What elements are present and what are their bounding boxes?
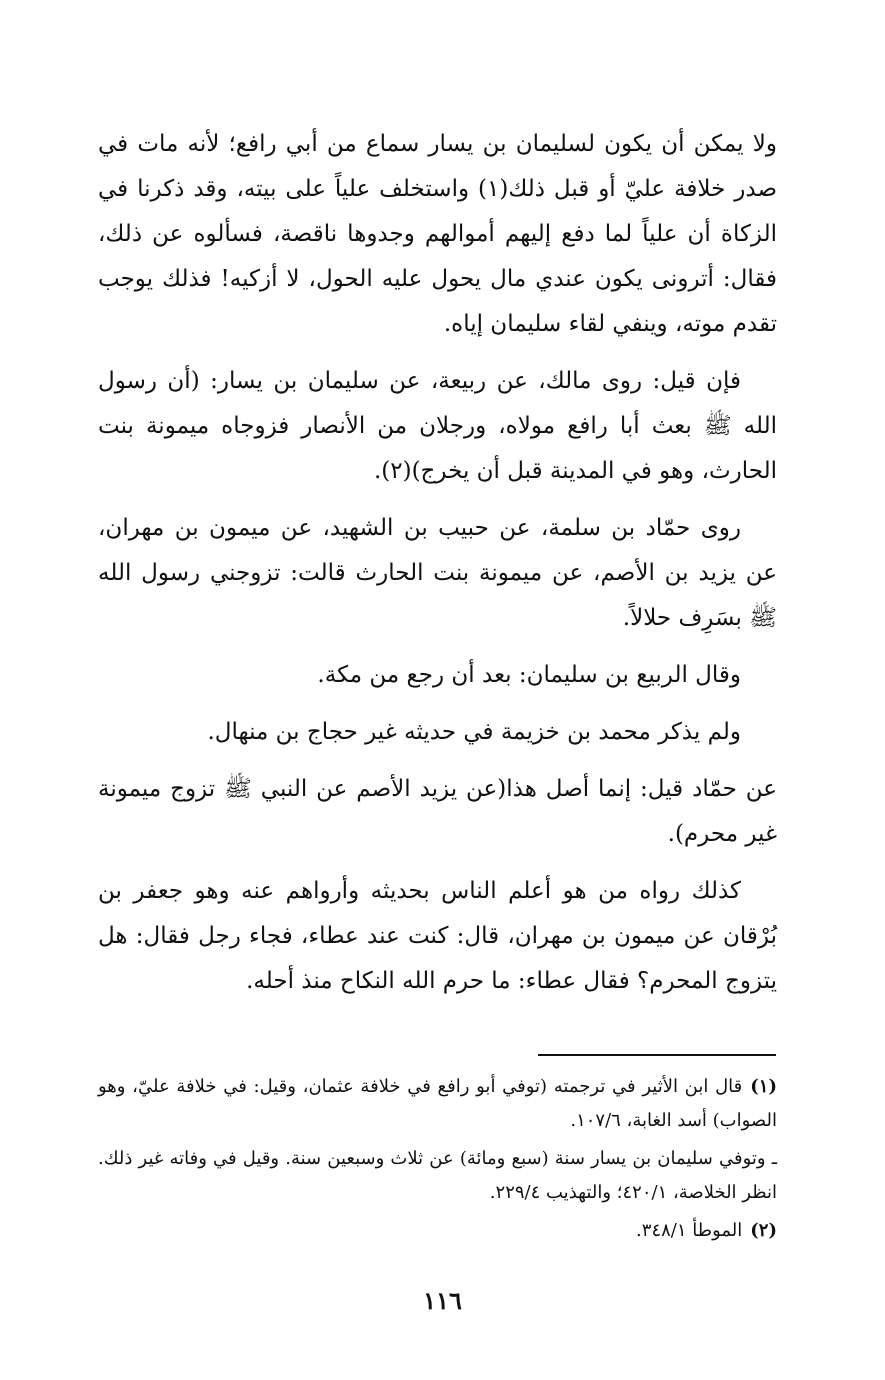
page-number: ١١٦ (423, 1286, 462, 1315)
footnote-text: قال ابن الأثير في ترجمته (توفي أبو رافع في خلافة عثمان، وقيل: في خلافة عليّ، وهو الصواب) أسد الغابة، ١٠٧/٦. (98, 1076, 777, 1131)
footnote-text: الموطأ ٣٤٨/١. (636, 1220, 743, 1241)
footnote-number: (١) (750, 1076, 777, 1097)
paragraph: ولم يذكر محمد بن خزيمة في حديثه غير حجاج بن منهال. (207, 719, 741, 745)
footnote-number: (٢) (750, 1220, 777, 1241)
footnote-text: ـ وتوفي سليمان بن يسار سنة (سبع ومائة) عن ثلاث وسبعين سنة. وقيل في وفاته غير ذلك. انظر الخلاصة، ٤٢٠/١؛ والتهذيب ٢٢٩/٤. (98, 1148, 777, 1203)
footnote-divider (538, 1054, 776, 1056)
paragraph: روى حمّاد بن سلمة، عن حبيب بن الشهيد، عن ميمون بن مهران، عن يزيد بن الأصم، عن ميمونة بنت الحارث قالت: تزوجني رسول الله ﷺ بسَرِف حلالاً. (98, 515, 777, 631)
paragraph: كذلك رواه من هو أعلم الناس بحديثه وأرواهم عنه وهو جعفر بن بُرْقان عن ميمون بن مهران، قال: كنت عند عطاء، فجاء رجل فقال: هل يتزوج المحرم؟ فقال عطاء: ما حرم الله النكاح منذ أحله. (98, 878, 777, 994)
footnote (98, 1070, 777, 1138)
main-text (98, 122, 777, 1016)
footnote (98, 1142, 777, 1210)
paragraph: فإن قيل: روى مالك، عن ربيعة، عن سليمان بن يسار: (أن رسول الله ﷺ بعث أبا رافع مولاه، ورجلان من الأنصار فزوجاه ميمونة بنت الحارث، وهو في المدينة قبل أن يخرج)(٢). (98, 368, 777, 484)
paragraph: ولا يمكن أن يكون لسليمان بن يسار سماع من أبي رافع؛ لأنه مات في صدر خلافة عليّ أو قبل ذلك(١) واستخلف علياً على بيته، وقد ذكرنا في الزكاة أن علياً لما دفع إليهم أموالهم وجدوها ناقصة، فسألوه عن ذلك، فقال: أترونى يكون عندي مال يحول عليه الحول، لا أزكيه! فذلك يوجب تقدم موته، وينفي لقاء سليمان إياه. (98, 131, 778, 337)
footnotes (98, 1070, 777, 1252)
paragraph: وقال الربيع بن سليمان: بعد أن رجع من مكة. (317, 662, 741, 688)
paragraph: عن حمّاد قيل: إنما أصل هذا(عن يزيد الأصم عن النبي ﷺ تزوج ميمونة غير محرم). (98, 776, 777, 847)
footnote (98, 1214, 777, 1248)
